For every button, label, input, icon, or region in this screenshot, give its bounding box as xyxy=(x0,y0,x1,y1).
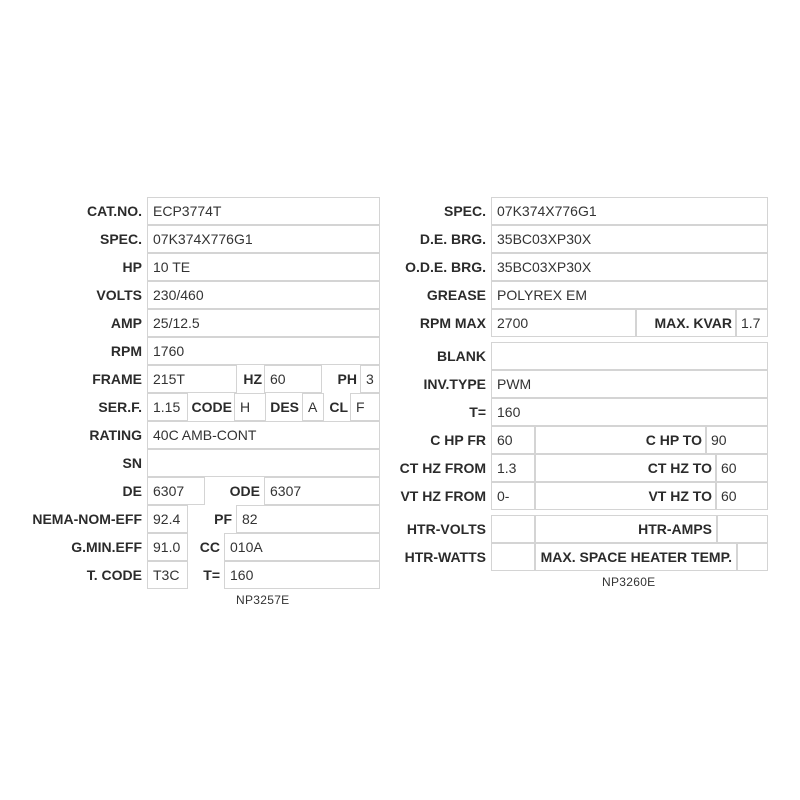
r-blank-label: BLANK xyxy=(437,348,486,364)
des-label: DES xyxy=(270,399,299,415)
r-chp-label: C HP FR xyxy=(430,432,486,448)
des-value: A xyxy=(308,399,318,415)
serf-value: 1.15 xyxy=(153,399,181,415)
cl-value: F xyxy=(356,399,365,415)
r-temp-cell xyxy=(737,543,768,571)
r-rpm-max-label: RPM MAX xyxy=(419,315,486,331)
r-htr-amps-cell xyxy=(717,515,768,543)
gmin-label: G.MIN.EFF xyxy=(71,539,142,555)
r-row-cthz xyxy=(392,454,792,482)
r-row-htr-volts xyxy=(392,515,792,543)
row-gmin xyxy=(0,533,390,561)
frame-label: FRAME xyxy=(92,371,142,387)
amp-value: 25/12.5 xyxy=(153,315,200,331)
r-vthz-value: 0- xyxy=(497,488,510,504)
r-ode-brg-value: 35BC03XP30X xyxy=(497,259,592,275)
r-htr-watts-label: HTR-WATTS xyxy=(404,549,486,565)
r-t-cell xyxy=(491,398,768,426)
serf-label: SER.F. xyxy=(98,399,142,415)
r-t-value: 160 xyxy=(497,404,521,420)
ph-label: PH xyxy=(337,371,357,387)
r-cthz-to-value: 60 xyxy=(721,460,737,476)
row-frame xyxy=(0,365,390,393)
pf-label: PF xyxy=(214,511,232,527)
row-cat-no xyxy=(0,197,390,225)
r-row-inv-type xyxy=(392,370,792,398)
r-row-spec xyxy=(392,197,792,225)
row-spec xyxy=(0,225,390,253)
right-plate-id: NP3260E xyxy=(602,575,656,589)
r-ode-brg-label: O.D.E. BRG. xyxy=(405,259,486,275)
r-kvar-value: 1.7 xyxy=(741,315,761,331)
cl-cell xyxy=(350,393,380,421)
r-rpm-max-value: 2700 xyxy=(497,315,529,331)
r-spec-value: 07K374X776G1 xyxy=(497,203,597,219)
de-label: DE xyxy=(122,483,142,499)
code-label: CODE xyxy=(191,399,232,415)
r-temp-label: MAX. SPACE HEATER TEMP. xyxy=(540,549,732,565)
row-volts xyxy=(0,281,390,309)
nema-label: NEMA-NOM-EFF xyxy=(32,511,142,527)
row-hp xyxy=(0,253,390,281)
r-row-chp xyxy=(392,426,792,454)
r-chp-value: 60 xyxy=(497,432,513,448)
r-kvar-label: MAX. KVAR xyxy=(654,315,732,331)
row-de xyxy=(0,477,390,505)
row-amp xyxy=(0,309,390,337)
row-serf xyxy=(0,393,390,421)
ode-value: 6307 xyxy=(270,483,302,499)
r-de-brg-label: D.E. BRG. xyxy=(419,231,486,247)
r-de-brg-value: 35BC03XP30X xyxy=(497,231,592,247)
spec-label: SPEC. xyxy=(99,231,142,247)
r-cthz-value: 1.3 xyxy=(497,460,517,476)
row-rpm xyxy=(0,337,390,365)
row-rating xyxy=(0,421,390,449)
r-row-de-brg xyxy=(392,225,792,253)
rpm-value: 1760 xyxy=(153,343,185,359)
r-vthz-to-label: VT HZ TO xyxy=(648,488,712,504)
rating-label: RATING xyxy=(89,427,142,443)
volts-value: 230/460 xyxy=(153,287,204,303)
r-htr-amps-label: HTR-AMPS xyxy=(638,521,712,537)
cl-label: CL xyxy=(329,399,348,415)
row-sn xyxy=(0,449,390,477)
row-nema xyxy=(0,505,390,533)
r-inv-type-cell xyxy=(491,370,768,398)
t-value: 160 xyxy=(230,567,254,583)
r-vthz-to-value: 60 xyxy=(721,488,737,504)
r-cthz-label: CT HZ FROM xyxy=(399,460,486,476)
r-inv-type-label: INV.TYPE xyxy=(423,376,486,392)
nema-value: 92.4 xyxy=(153,511,181,527)
r-row-vthz xyxy=(392,482,792,510)
r-spec-label: SPEC. xyxy=(443,203,486,219)
r-chp-to-label: C HP TO xyxy=(645,432,702,448)
r-inv-type-value: PWM xyxy=(497,376,532,392)
r-cthz-to-label: CT HZ TO xyxy=(647,460,712,476)
tcode-label: T. CODE xyxy=(86,567,142,583)
hz-label: HZ xyxy=(243,371,262,387)
pf-value: 82 xyxy=(242,511,258,527)
amp-label: AMP xyxy=(110,315,142,331)
r-vthz-label: VT HZ FROM xyxy=(400,488,486,504)
volts-label: VOLTS xyxy=(96,287,142,303)
hz-value: 60 xyxy=(270,371,286,387)
row-tcode xyxy=(0,561,390,589)
r-chp-to-value: 90 xyxy=(711,432,727,448)
de-value: 6307 xyxy=(153,483,185,499)
hp-label: HP xyxy=(122,259,142,275)
cat-no-label: CAT.NO. xyxy=(87,203,142,219)
hp-value: 10 TE xyxy=(153,259,191,275)
r-row-ode-brg xyxy=(392,253,792,281)
r-htr-watts-cell xyxy=(491,543,535,571)
cc-label: CC xyxy=(199,539,220,555)
r-t-label: T= xyxy=(469,404,486,420)
r-row-t xyxy=(392,398,792,426)
r-grease-label: GREASE xyxy=(426,287,486,303)
left-nameplate xyxy=(0,197,390,617)
right-nameplate xyxy=(392,197,792,597)
r-htr-volts-cell xyxy=(491,515,535,543)
r-row-rpm-max xyxy=(392,309,792,337)
rating-value: 40C AMB-CONT xyxy=(153,427,257,443)
tcode-value: T3C xyxy=(153,567,180,583)
ph-value: 3 xyxy=(366,371,374,387)
r-grease-value: POLYREX EM xyxy=(497,287,587,303)
r-row-blank xyxy=(392,342,792,370)
code-value: H xyxy=(240,399,251,415)
frame-value: 215T xyxy=(153,371,185,387)
cat-no-value: ECP3774T xyxy=(153,203,222,219)
sn-cell xyxy=(147,449,380,477)
t-label: T= xyxy=(203,567,220,583)
sn-label: SN xyxy=(122,455,142,471)
r-row-htr-watts xyxy=(392,543,792,571)
spec-value: 07K374X776G1 xyxy=(153,231,253,247)
r-htr-volts-label: HTR-VOLTS xyxy=(406,521,486,537)
ode-label: ODE xyxy=(229,483,260,499)
r-blank-cell xyxy=(491,342,768,370)
gmin-value: 91.0 xyxy=(153,539,181,555)
left-plate-id: NP3257E xyxy=(236,593,290,607)
r-row-grease xyxy=(392,281,792,309)
cc-value: 010A xyxy=(230,539,263,555)
rpm-label: RPM xyxy=(110,343,142,359)
